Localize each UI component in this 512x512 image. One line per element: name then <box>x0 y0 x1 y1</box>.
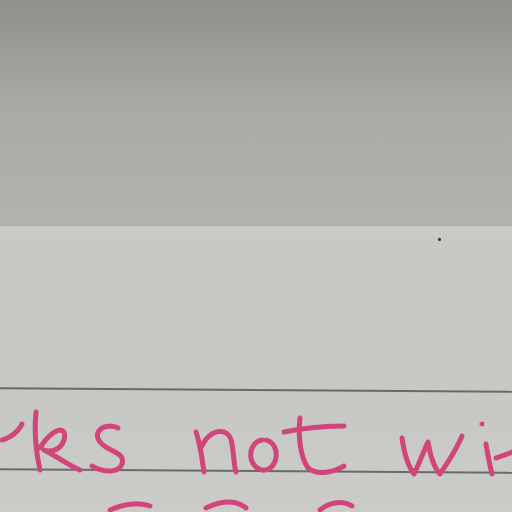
handwriting-stroke-t <box>284 418 344 472</box>
handwriting-stroke-lower <box>110 502 352 510</box>
handwriting-stroke-o <box>251 440 276 470</box>
handwriting-stroke-dash <box>496 452 512 458</box>
handwriting-stroke-s <box>92 426 123 471</box>
i-dot <box>480 422 485 427</box>
handwriting-stroke-w <box>402 436 462 474</box>
handwriting-stroke-n <box>196 431 236 472</box>
handwriting-stroke-k <box>2 412 80 470</box>
handwriting-stroke-i <box>486 444 492 474</box>
